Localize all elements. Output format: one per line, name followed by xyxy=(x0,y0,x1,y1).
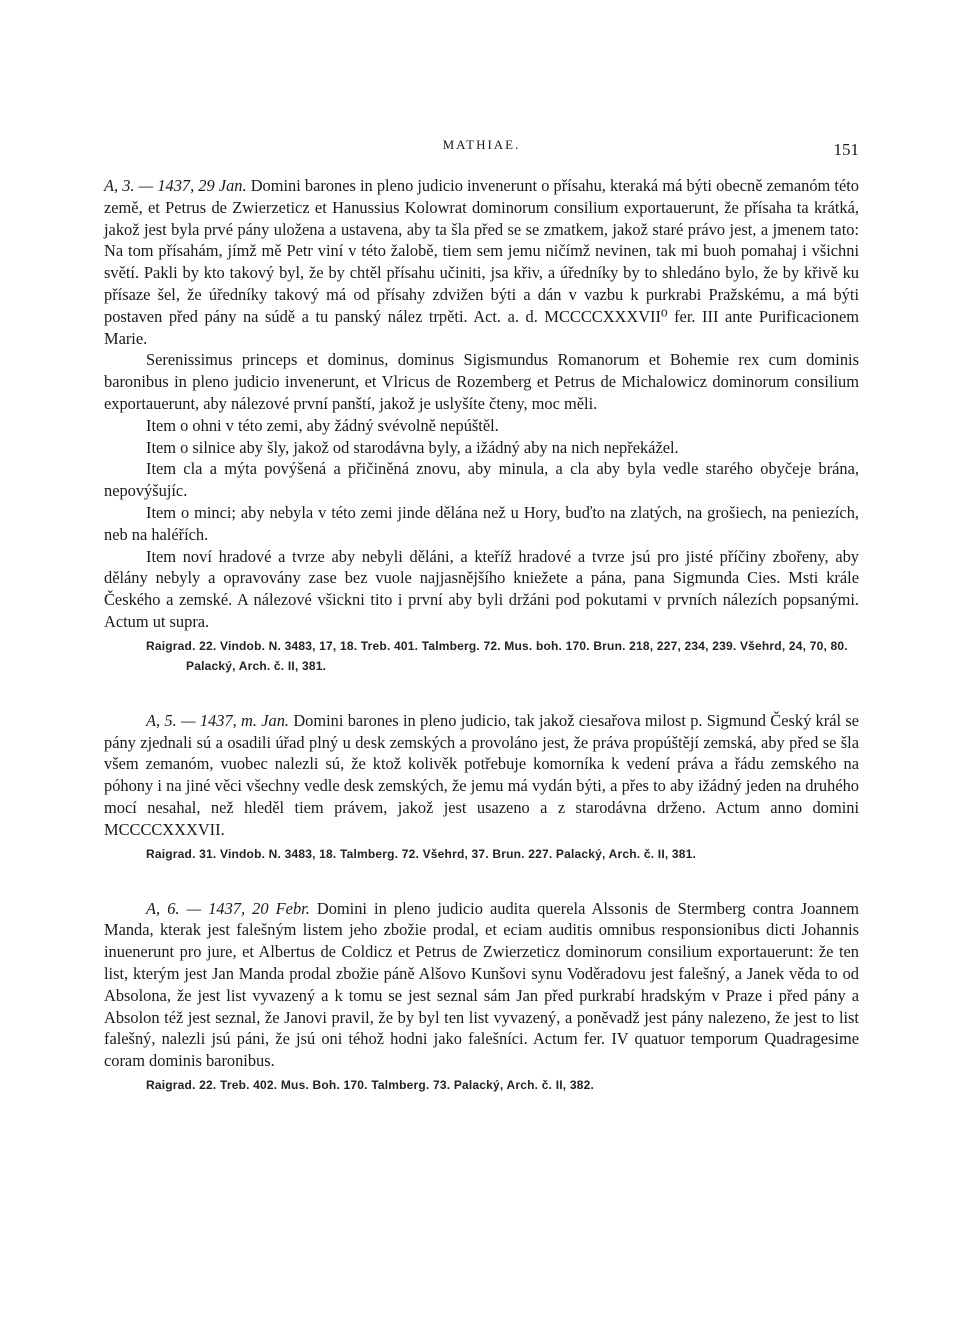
entry xyxy=(104,898,859,1095)
running-head: MATHIAE. xyxy=(442,137,521,152)
entry-text: Domini barones in pleno judicio invenerunt o přísahu, kteraká má býti obecně zemanóm této země, et Petrus de Zwierzeticz et Hanussius Kolowrat dominorum consilium exportauerunt, že přísaha ta krátká, jakož jest byla prvé pány uložena a ustavena, aby ta šla před se se zmatkem, jakož staré právo jest, a jmenem tato: Na tom přísahám, jímž mě Petr viní v této žalobě, tiem sem jemu ničímž nevinen, tak mi buoh pomahaj i všichni světí. Pakli by kto takový byl, že by chtěl přísahu učiniti, jsa křiv, a úředníky by to shledáno bylo, že by křivě ku přísaze šel, že úředníky takový má od přísahy zdvižen býti a dán v vazbu k purkrabi Pražskému, a má býti postaven před pány na súdě a tu panský nález trpěti. Act. a. d. MCCCCXXXVII⁰ fer. III ante Purificacionem Marie. xyxy=(104,176,859,348)
entry-paragraph: Item cla a mýta povýšená a přičiněná znovu, aby minula, a cla aby byla vedle starého obyčeje brána, nepovýšujíc. xyxy=(104,459,859,501)
entry xyxy=(104,175,859,676)
entry-paragraph xyxy=(104,175,859,349)
source-references: Raigrad. 31. Vindob. N. 3483, 18. Talmberg. 72. Všehrd, 37. Brun. 227. Palacký, Arch. č. II, 381. xyxy=(146,846,697,861)
entry-paragraph: Item o minci; aby nebyla v této zemi jinde dělána než u Hory, buďto na zlatých, na grošiech, na peniezích, neb na haléřích. xyxy=(104,502,859,544)
entry-paragraph: Item o silnice aby šly, jakož od starodávna byly, a ižádný aby na nich nepřekážel. xyxy=(146,437,679,457)
entry-heading: A, 3. — 1437, 29 Jan. xyxy=(104,176,247,195)
entry-paragraph xyxy=(104,710,859,841)
document-page xyxy=(104,131,859,1129)
entry-paragraph xyxy=(104,898,859,1072)
entry-paragraph: Item o ohni v této zemi, aby žádný svévolně nepúštěl. xyxy=(146,415,499,435)
source-references: Raigrad. 22. Vindob. N. 3483, 17, 18. Treb. 401. Talmberg. 72. Mus. boh. 170. Brun. 218, 227, 234, 239. Všehrd, 24, 70, 80. Palacký, Arch. č. II, 381. xyxy=(146,638,848,673)
entry xyxy=(104,710,859,864)
page-header xyxy=(104,131,859,175)
entry-text: Domini barones in pleno judicio, tak jakož ciesařova milost p. Sigmund Český král se pány zjednali sú a osadili úřad plný u desk zemských a provoláno jest, že práva propúštějí zemská, aby před se šla všem zemanóm, vuobec nalezli sú, že ktož kolivěk potřebuje komorníka k vedení práva a řádu zemského na póhony i na jiné věci všechny vedle desk zemských, že jemu má vydán býti, a přes to aby ižádný jeden na druhého mocí nesahal, než hleděl tiem právem, jakož jest usazeno a z starodávna drženo. Actum anno domini MCCCCXXXVII. xyxy=(104,710,859,839)
source-references: Raigrad. 22. Treb. 402. Mus. Boh. 170. Talmberg. 73. Palacký, Arch. č. II, 382. xyxy=(146,1077,594,1092)
entry-heading: A, 6. — 1437, 20 Febr. xyxy=(146,898,310,918)
entry-paragraph: Serenissimus princeps et dominus, dominus Sigismundus Romanorum et Bohemie rex cum dominis baronibus in pleno judicio invenerunt, et Vlricus de Rozemberg et Petrus de Michalowicz dominorum consilium exportauerunt, aby nálezové první panští, jakož je uslyšíte čteny, moc měli. xyxy=(104,350,859,413)
page-number: 151 xyxy=(833,140,859,159)
entry-text: Domini in pleno judicio audita querela Alssonis de Stermberg contra Joannem Manda, kterak jest falešným listem jeho zbožie prodal, et eciam auditis omnibus responsionibus dicti Johannis inuenerunt pro jure, et Albertus de Coldicz et Petrus de Zwierzeticz dominorum consilium exportauerunt: že ten list, kterým jest Jan Manda prodal zbožie páně Alšovo Kunšovi synu Voděradovu jest falešný, a Janek věda to od Absolona, že jest list vyvazený a k tomu se jest seznal sám Jan před purkrabí hradským v Praze i před pány a Absolon též jest seznal, že Janovi pravil, že by byl ten list vyvazený, a poněvadž jest pány nalezeno, že jest to list falešný, nalezli jsú páni, že jsú oni téhož hodni jako falešníci. Actum fer. IV quatuor temporum Quadragesime coram dominis baronibus. xyxy=(104,898,859,1071)
entry-paragraph: Item noví hradové a tvrze aby nebyli děláni, a kteříž hradové a tvrze jsú pro jisté příčiny zbořeny, aby dělány nebyly a opravovány zase bez vuole najjasnějšího kniežete a pána, pana Sigmunda Cies. Msti krále Českého a zemské. A nálezové všickni tito i první aby byli držáni pod pokutami v prvních nálezích popsanými. Actum ut supra. xyxy=(104,546,859,631)
entry-heading: A, 5. — 1437, m. Jan. xyxy=(146,710,290,730)
